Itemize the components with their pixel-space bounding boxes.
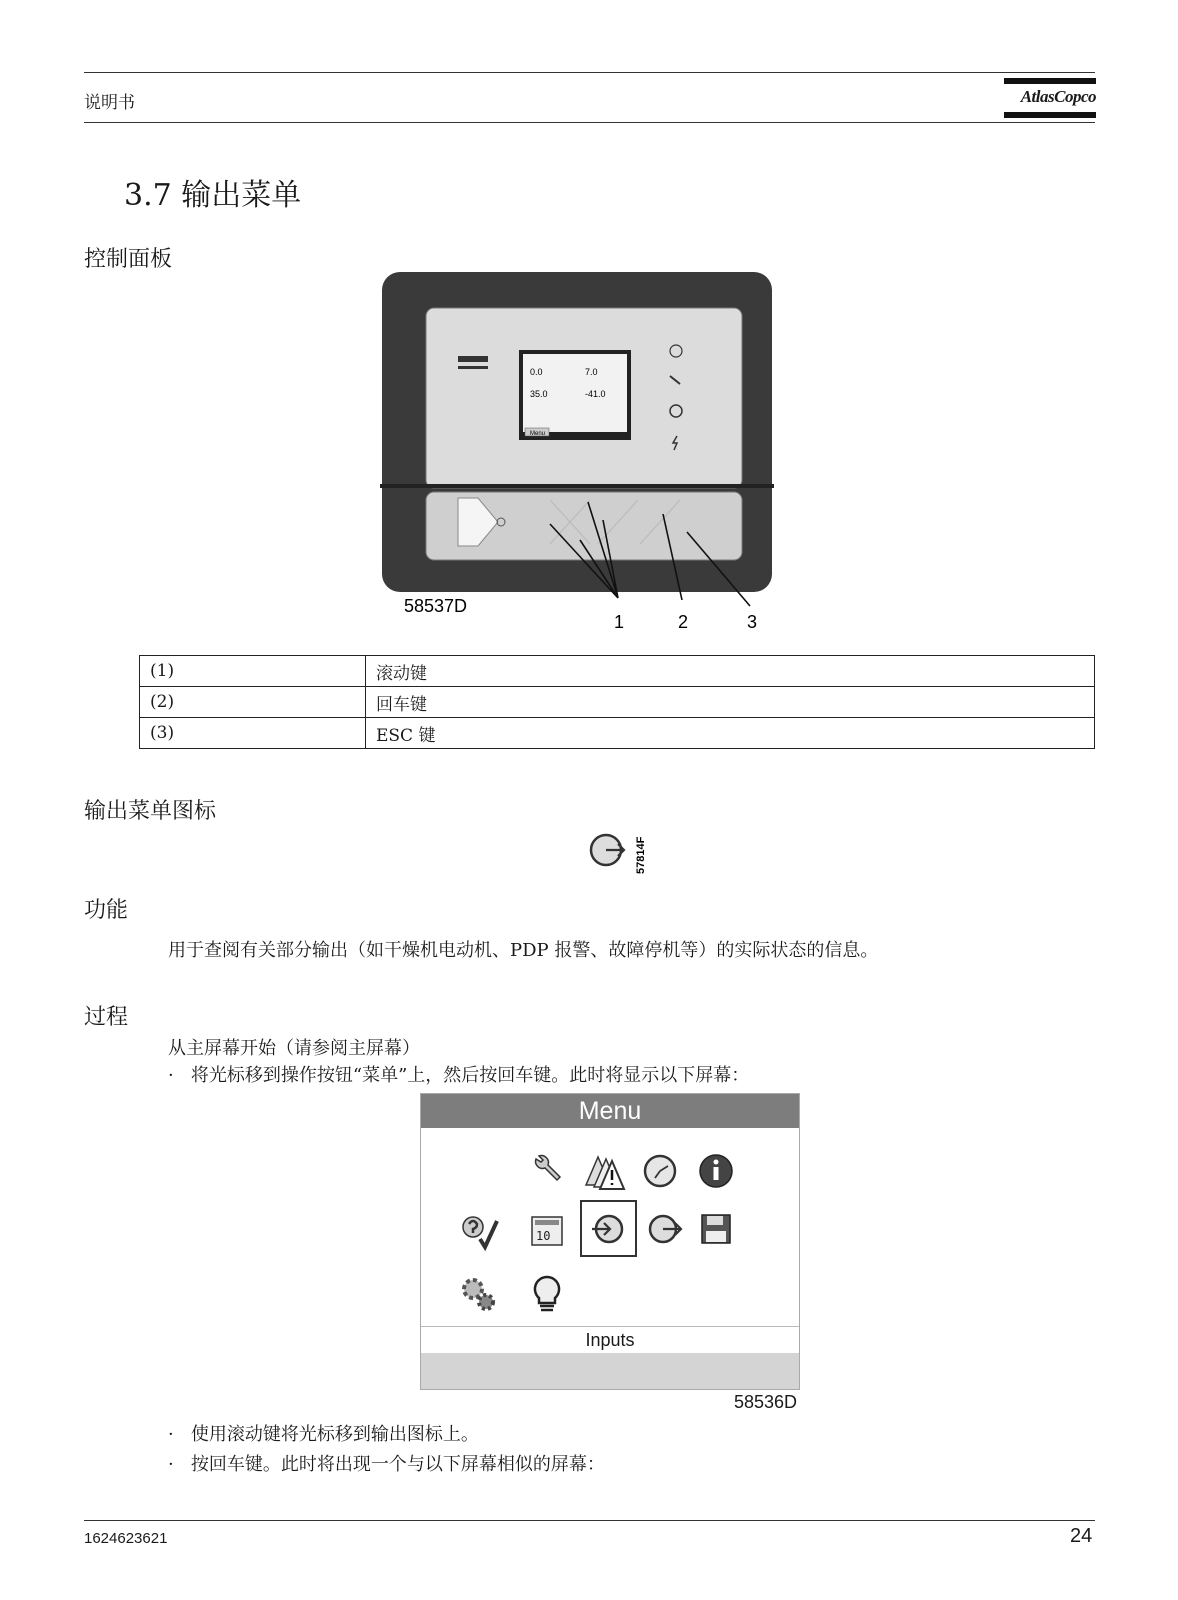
header-bottom-rule — [84, 122, 1095, 123]
screen-value-2: 7.0 — [585, 367, 598, 377]
inputs-icon[interactable] — [584, 1204, 634, 1254]
screen-value-4: -41.0 — [585, 389, 606, 399]
table-row: (2) 回车键 — [140, 687, 1095, 718]
function-text: 用于查阅有关部分输出（如干燥机电动机、PDP 报警、故障停机等）的实际状态的信息。 — [168, 940, 879, 961]
control-panel-heading: 控制面板 — [84, 247, 173, 272]
menu-screen-bottom-bar — [421, 1353, 799, 1389]
menu-screen-figure-id: 58536D — [734, 1392, 798, 1412]
menu-screen-caption: Inputs — [421, 1326, 799, 1353]
procedure-step-1: · 将光标移到操作按钮“菜单”上，然后按回车键。此时将显示以下屏幕： — [168, 1065, 750, 1086]
section-title: 3.7 输出菜单 — [124, 178, 302, 213]
procedure-heading: 过程 — [84, 1005, 129, 1030]
info-icon — [691, 1145, 741, 1195]
control-panel-figure — [380, 270, 780, 640]
footer-doc-number: 1624623621 — [84, 1530, 168, 1547]
key-legend-table — [139, 655, 1095, 749]
outputs-icon[interactable] — [643, 1204, 693, 1254]
clock-icon — [635, 1145, 685, 1195]
table-row: (3) ESC 键 — [140, 718, 1095, 749]
data-icon — [522, 1207, 572, 1257]
settings-icon[interactable] — [454, 1269, 504, 1319]
control-panel-figure-id: 58537D — [404, 596, 468, 616]
footer-page-number: 24 — [1070, 1525, 1093, 1547]
save-icon[interactable] — [691, 1204, 741, 1254]
header-doc-title: 说明书 — [84, 93, 135, 113]
footer-rule — [84, 1520, 1095, 1521]
procedure-step-2: · 使用滚动键将光标移到输出图标上。 — [168, 1424, 479, 1445]
menu-screen-title: Menu — [421, 1094, 799, 1128]
procedure-intro: 从主屏幕开始（请参阅主屏幕） — [168, 1038, 420, 1059]
function-heading: 功能 — [84, 898, 129, 923]
warning-icon — [578, 1145, 628, 1195]
callout-1: 1 — [614, 612, 625, 632]
screen-value-3: 35.0 — [530, 389, 548, 399]
table-row: (1) 滚动键 — [140, 656, 1095, 687]
callout-3: 3 — [747, 612, 758, 632]
svg-text:10: 10 — [536, 1229, 551, 1243]
menu-screen — [420, 1093, 800, 1390]
bulb-icon[interactable] — [522, 1269, 572, 1319]
callout-2: 2 — [678, 612, 689, 632]
check-icon — [454, 1207, 504, 1257]
menu-icon-heading: 输出菜单图标 — [84, 799, 217, 824]
outputs-icon — [584, 822, 654, 878]
header-top-rule — [84, 72, 1095, 73]
brand-logo: AtlasCopco — [1004, 78, 1096, 120]
procedure-step-3: · 按回车键。此时将出现一个与以下屏幕相似的屏幕： — [168, 1454, 605, 1475]
menu-icon-figure-id: 57814F — [635, 836, 647, 874]
screen-value-1: 0.0 — [530, 367, 543, 377]
wrench-icon — [522, 1145, 572, 1195]
screen-menu-button: Menu — [530, 431, 546, 437]
